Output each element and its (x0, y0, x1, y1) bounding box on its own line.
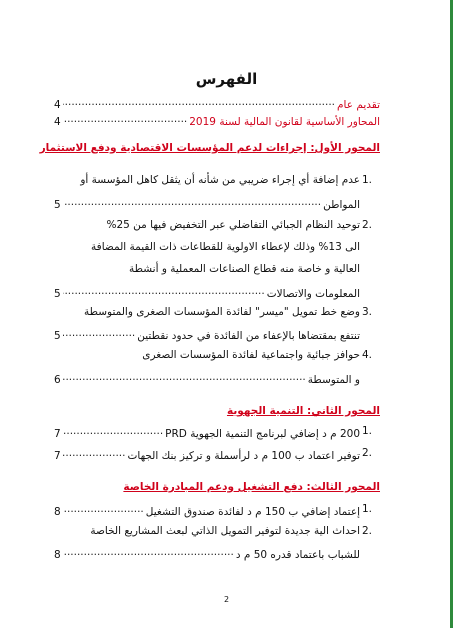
item-line: 200 م د إضافي لبرنامج التنمية الجهوية PRD (165, 428, 360, 440)
toc-page-number: 8 (54, 506, 61, 518)
toc-item-1-1[interactable] (54, 196, 360, 211)
page-title: الفهرس (195, 70, 258, 88)
leader-dots (63, 327, 136, 339)
toc-page-number: 4 (54, 116, 61, 128)
item-line: الى 13% وذلك لإعطاء الاولوية للقطاعات ذات القيمة المضافة (91, 241, 360, 253)
toc-entry-text: المحاور الأساسية لقانون المالية لسنة 2019 (189, 116, 380, 128)
leader-dots (63, 196, 321, 208)
item-number: 1. (362, 174, 373, 186)
item-line: توفير اعتماد ب 100 م د لرأسملة و تركيز بنك الجهات (127, 450, 360, 462)
toc-entry-main-axes[interactable] (54, 113, 380, 128)
toc-item-3-2[interactable] (54, 546, 360, 561)
item-line: المواطن (323, 199, 360, 211)
item-line: تنتفع بمقتضاها بالإعفاء من الفائدة في حدود نقطتين (137, 330, 360, 342)
toc-page-number: 7 (54, 428, 61, 440)
leader-dots (63, 546, 234, 558)
section-heading-3[interactable]: المحور الثالث: دفع التشغيل ودعم المبادرة الخاصة (123, 481, 380, 493)
section-heading-2[interactable]: المحور الثاني: التنمية الجهوية (226, 405, 380, 417)
item-line: للشباب باعتماد قدره 50 م د (235, 549, 360, 561)
footer-page-number: 2 (223, 595, 230, 604)
toc-page-number: 4 (54, 99, 61, 111)
toc-entry-text: تقديم عام (337, 99, 380, 111)
item-number: 2. (362, 525, 373, 537)
section-heading-1[interactable]: المحور الأول: إجراءات لدعم المؤسسات الاقتصادية ودفع الاستثمار (39, 142, 380, 154)
leader-dots (63, 285, 265, 297)
toc-page-number: 8 (54, 549, 61, 561)
item-number: 2. (362, 219, 373, 231)
item-line: احداث الية جديدة لتوفير التمويل الذاتي لبعث المشاريع الخاصة (90, 525, 360, 537)
item-line: المعلومات والاتصالات (266, 288, 360, 300)
item-line: إعتماد إضافي ب 150 م د لفائدة صندوق التشغيل (145, 506, 360, 518)
item-line: عدم إضافة أي إجراء ضريبي من شأنه أن يثقل كاهل المؤسسة أو (80, 174, 360, 186)
leader-dots (63, 371, 306, 383)
item-line: و المتوسطة (307, 374, 360, 386)
item-line: توحيد النظام الجبائي التفاضلي عبر التخفيض فيها من 25% (106, 219, 360, 231)
leader-dots (63, 96, 335, 108)
item-line: العالية و خاصة منه قطاع الصناعات المعملية و أنشطة (129, 263, 360, 275)
toc-item-1-3[interactable] (54, 327, 360, 342)
toc-entry-intro[interactable] (54, 96, 380, 111)
toc-item-3-1[interactable] (54, 503, 360, 518)
toc-page-number: 5 (54, 288, 61, 300)
leader-dots (63, 425, 163, 437)
toc-page-number: 6 (54, 374, 61, 386)
toc-page-number: 5 (54, 199, 61, 211)
item-number: 3. (362, 306, 373, 318)
item-line: حوافز جبائية واجتماعية لفائدة المؤسسات الصغرى (142, 349, 360, 361)
toc-item-1-2[interactable] (54, 285, 360, 300)
leader-dots (63, 447, 126, 459)
leader-dots (63, 503, 144, 515)
toc-page-number: 7 (54, 450, 61, 462)
leader-dots (63, 113, 188, 125)
item-number: 1. (362, 503, 373, 515)
item-number: 2. (362, 447, 373, 459)
item-line: وضع خط تمويل "ميسر" لفائدة المؤسسات الصغرى والمتوسطة (84, 306, 360, 318)
toc-item-2-2[interactable] (54, 447, 360, 462)
item-number: 4. (362, 349, 373, 361)
item-number: 1. (362, 425, 373, 437)
toc-item-1-4[interactable] (54, 371, 360, 386)
toc-item-2-1[interactable] (54, 425, 360, 440)
toc-page-number: 5 (54, 330, 61, 342)
